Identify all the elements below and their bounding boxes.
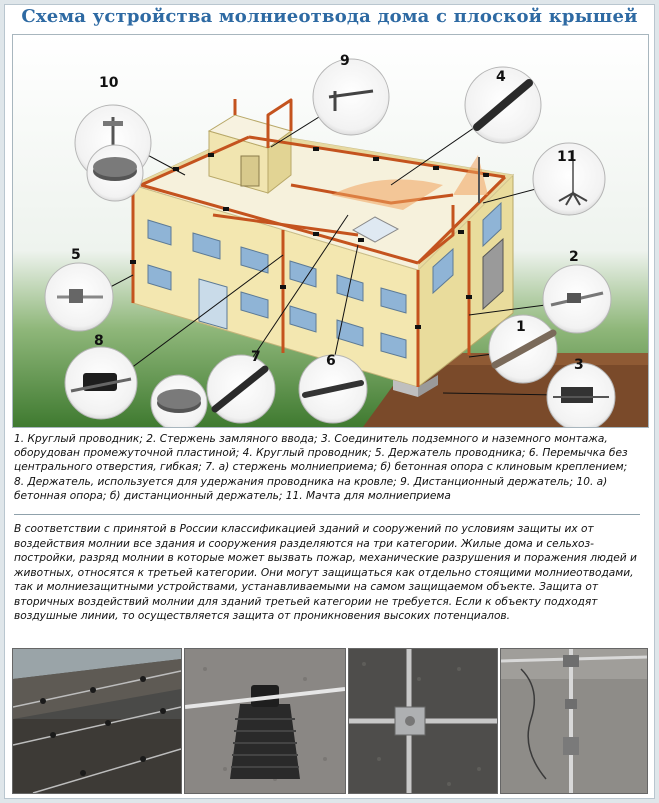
callout-1: [489, 315, 557, 383]
legend-caption: 1. Круглый проводник; 2. Стержень замляного ввода; 3. Соединитель подземного и наземного монтажа, оборудован промежуточной пластиной; 4. Круглый проводник; 5. Держатель проводника; 6. Перемычка без центрального отверстия, гибкая; 7. а) стержень молниеприема; б) бетонная опора с клиновым креплением; 8. Держатель, используется для удержания проводника на кровле; 9. Дистанционный держатель; 10. а) бетонная опора; б) дистанционный держатель; 11. Мачта для молниеприема: [14, 433, 628, 502]
callout-10-number: 10: [99, 75, 119, 91]
callout-6-number: 6: [326, 353, 336, 369]
callout-5-number: 5: [71, 247, 81, 263]
photo-conductor-clamp: [348, 648, 498, 794]
callout-7-number: 7: [251, 349, 261, 365]
callout-11: [533, 143, 605, 215]
callout-4: [465, 67, 541, 143]
callout-2-number: 2: [569, 249, 579, 265]
concrete-wedge-support-icon: [151, 375, 207, 427]
callout-4-number: 4: [496, 69, 506, 85]
lightning-protection-diagram: [12, 34, 649, 428]
photo-wall-downconductor: [500, 648, 648, 794]
callout-1-number: 1: [516, 319, 526, 335]
photo-strip: [12, 648, 648, 792]
divider: [14, 514, 640, 515]
callout-9-number: 9: [340, 53, 350, 69]
page-title: Схема устройства молниеотвода дома с плоской крышей: [21, 6, 638, 27]
photo-roof-conductors: [12, 648, 182, 794]
callout-3-number: 3: [574, 357, 584, 373]
callout-11-number: 11: [557, 149, 577, 165]
roof-box-door: [241, 156, 259, 186]
callout-8-number: 8: [94, 333, 104, 349]
photo-concrete-holder: [184, 648, 346, 794]
entrance-door: [199, 279, 227, 329]
body-paragraph: В соответствии с принятой в России классификацией зданий и сооружений по условиям защиты их от воздействия молнии все здания и сооружения разделяются на три категории. Жилые дома и сельхоз-постройки, разряд молнии в которые может вызвать пожар, механические разрушения и поражения людей и животных, относятся к третьей категории. Они могут защищаться как отдельно стоящими молниеотводами, так и молниезащитными устройствами, устанавливаемыми на самом защищаемом объекте. Защита от вторичных воздействий молнии для зданий третьей категории не требуется. Если к объекту подходят воздушные линии, то осуществляется защита от проникновения высоких потенциалов.: [14, 523, 637, 622]
concrete-support-icon: [87, 145, 143, 201]
